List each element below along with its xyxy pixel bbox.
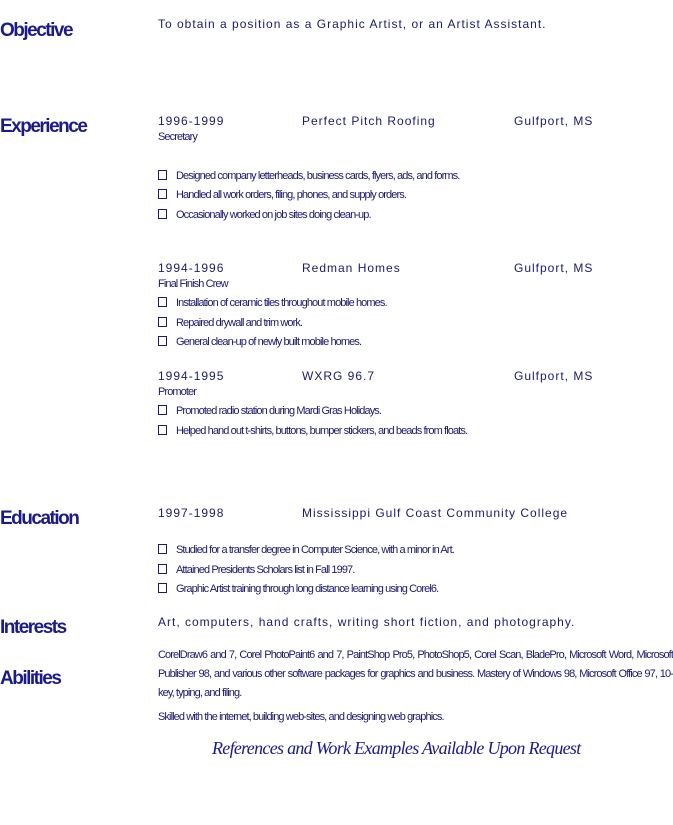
- bullet-box-icon: [158, 564, 167, 574]
- job-location: Gulfport, MS: [514, 261, 594, 275]
- abilities-paragraph: CorelDraw6 and 7, Corel PhotoPaint6 and 7, PaintShop Pro5, PhotoShop5, Corel Scan, BladePro, Microsoft Word, Microsoft Publisher 98, and various other software packages for graphics and business. Mastery of Windows 98, Microsoft Office 97, 10-key, typing, and filing.: [158, 649, 673, 699]
- bullet-box-icon: [158, 336, 167, 346]
- list-item: Attained Presidents Scholars list in Fall 1997.: [158, 564, 354, 576]
- abilities-paragraph: Skilled with the internet, building web-sites, and designing web graphics.: [158, 711, 444, 723]
- job-title: Secretary: [158, 131, 197, 143]
- job-location: Gulfport, MS: [514, 114, 594, 128]
- education-school: Mississippi Gulf Coast Community College: [302, 506, 569, 520]
- job-company: Redman Homes: [302, 261, 401, 275]
- job-title: Promoter: [158, 386, 197, 398]
- experience-heading: Experience: [0, 116, 87, 137]
- list-item: Handled all work orders, filing, phones, and supply orders.: [158, 189, 406, 201]
- list-item: Occasionally worked on job sites doing clean-up.: [158, 209, 371, 221]
- bullet-box-icon: [158, 209, 167, 219]
- objective-heading: Objective: [0, 20, 73, 41]
- abilities-heading: Abilities: [0, 668, 61, 689]
- job-years: 1994-1996: [158, 261, 225, 275]
- bullet-box-icon: [158, 405, 167, 415]
- job-title: Final Finish Crew: [158, 278, 228, 290]
- list-item: Promoted radio station during Mardi Gras Holidays.: [158, 405, 381, 417]
- bullet-box-icon: [158, 544, 167, 554]
- list-item: Studied for a transfer degree in Computer Science, with a minor in Art.: [158, 544, 454, 556]
- bullet-box-icon: [158, 297, 167, 307]
- objective-text: To obtain a position as a Graphic Artist, or an Artist Assistant.: [158, 17, 547, 31]
- education-heading: Education: [0, 508, 79, 529]
- references-footer: References and Work Examples Available Upon Request: [212, 738, 581, 758]
- list-item: Installation of ceramic tiles throughout mobile homes.: [158, 297, 387, 309]
- interests-heading: Interests: [0, 617, 66, 638]
- job-company: WXRG 96.7: [302, 369, 376, 383]
- bullet-box-icon: [158, 583, 167, 593]
- list-item: General clean-up of newly built mobile homes.: [158, 336, 361, 348]
- list-item: Graphic Artist training through long distance learning using Corel6.: [158, 583, 438, 595]
- interests-text: Art, computers, hand crafts, writing short fiction, and photography.: [158, 615, 576, 629]
- job-years: 1996-1999: [158, 114, 225, 128]
- job-location: Gulfport, MS: [514, 369, 594, 383]
- list-item: Helped hand out t-shirts, buttons, bumper stickers, and beads from floats.: [158, 425, 467, 437]
- education-years: 1997-1998: [158, 506, 225, 520]
- job-years: 1994-1995: [158, 369, 225, 383]
- bullet-box-icon: [158, 317, 167, 327]
- job-company: Perfect Pitch Roofing: [302, 114, 436, 128]
- list-item: Designed company letterheads, business cards, flyers, ads, and forms.: [158, 170, 459, 182]
- bullet-box-icon: [158, 189, 167, 199]
- bullet-box-icon: [158, 170, 167, 180]
- list-item: Repaired drywall and trim work.: [158, 317, 302, 329]
- bullet-box-icon: [158, 425, 167, 435]
